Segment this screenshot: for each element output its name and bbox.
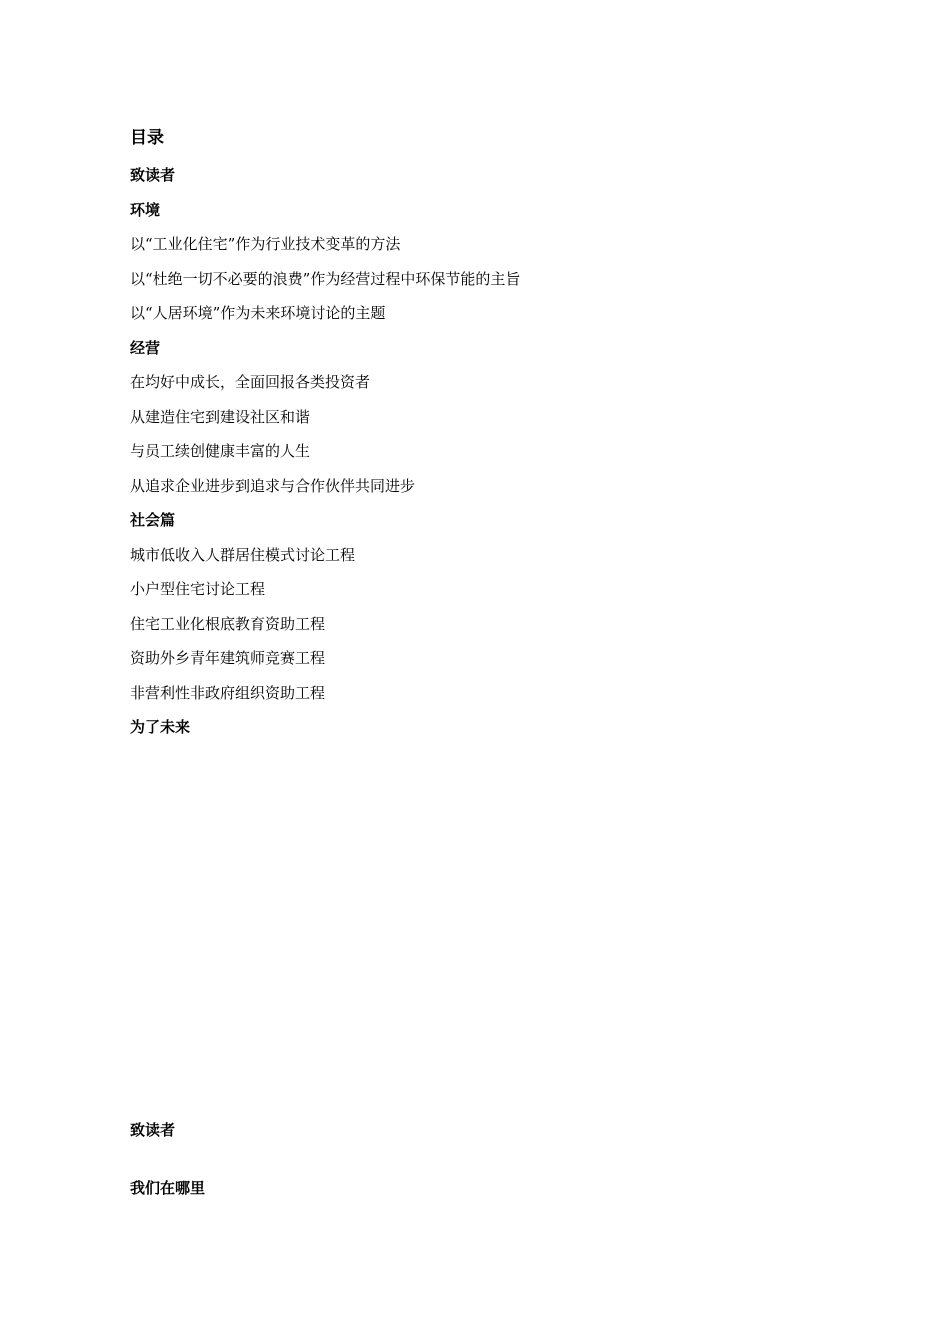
where-heading: 我们在哪里: [130, 1179, 206, 1197]
toc-entry-small-units[interactable]: 小户型住宅讨论工程: [130, 580, 266, 598]
toc-entry-society[interactable]: 社会篇: [130, 511, 176, 529]
toc-entry-environment[interactable]: 环境: [130, 200, 161, 219]
toc-entry-future[interactable]: 为了未来: [130, 718, 191, 736]
toc-entry-ngo-funding[interactable]: 非营利性非政府组织资助工程: [130, 683, 326, 702]
reader-heading: 致读者: [130, 1121, 176, 1139]
toc-entry-investors[interactable]: 在均好中成长，全面回报各类投资者: [130, 373, 371, 391]
table-of-contents: [130, 124, 830, 745]
toc-entry-eliminate-waste[interactable]: 以“杜绝一切不必要的浪费”作为经营过程中环保节能的主旨: [130, 269, 521, 288]
toc-entry-human-settlement[interactable]: 以“人居环境”作为未来环境讨论的主题: [130, 304, 386, 322]
toc-entry-reader[interactable]: 致读者: [130, 166, 176, 184]
toc-entry-low-income-housing[interactable]: 城市低收入人群居住模式讨论工程: [130, 545, 356, 564]
toc-title: 目录: [130, 128, 164, 148]
toc-entry-education-funding[interactable]: 住宅工业化根底教育资助工程: [130, 614, 326, 633]
toc-entry-architect-competition[interactable]: 资助外乡青年建筑师竞赛工程: [130, 649, 326, 667]
toc-entry-industrialized-housing[interactable]: 以“工业化住宅”作为行业技术变革的方法: [130, 235, 401, 253]
toc-entry-community[interactable]: 从建造住宅到建设社区和谐: [130, 407, 311, 426]
toc-entry-partners[interactable]: 从追求企业进步到追求与合作伙伴共同进步: [130, 476, 416, 495]
toc-entry-employees[interactable]: 与员工续创健康丰富的人生: [130, 442, 311, 460]
toc-entry-operations[interactable]: 经营: [130, 338, 161, 357]
